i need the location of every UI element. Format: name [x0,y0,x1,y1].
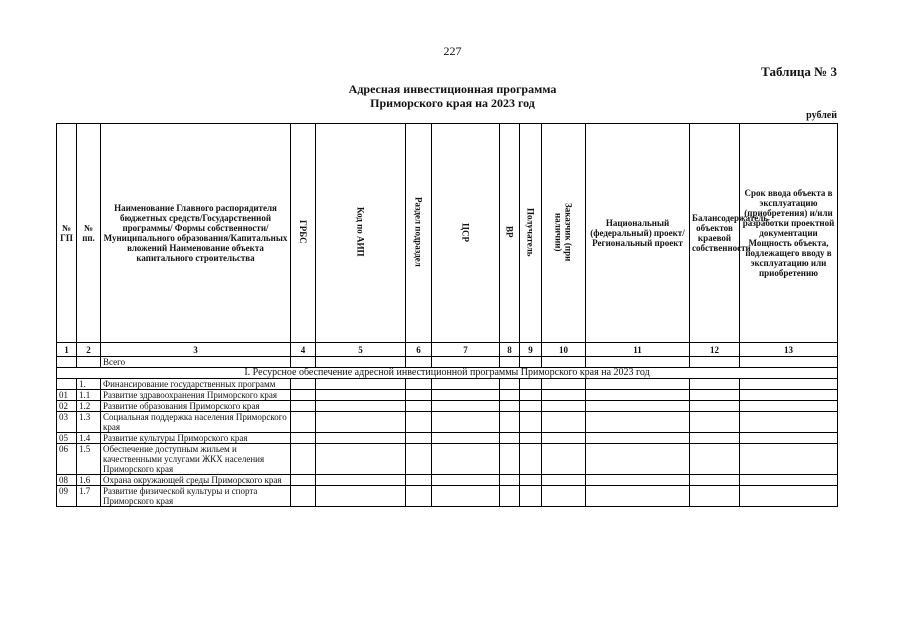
total-label: Всего [101,357,291,368]
empty-cell [316,475,406,486]
empty-cell [520,401,542,412]
header-csr: ЦСР [460,222,471,242]
empty-cell [740,433,838,444]
column-number: 3 [101,343,291,357]
investment-table [56,123,838,507]
header-customer: Заказчик (при наличии) [553,202,574,262]
row-pp: 1. [77,379,101,390]
empty-cell [432,444,500,475]
row-pp: 1.2 [77,401,101,412]
column-number: 2 [77,343,101,357]
empty-cell [520,433,542,444]
empty-cell [432,486,500,507]
empty-cell [406,475,432,486]
column-number: 10 [542,343,586,357]
empty-cell [586,486,690,507]
empty-cell [500,412,520,433]
row-pp: 1.1 [77,390,101,401]
empty-cell [406,379,432,390]
empty-cell [316,401,406,412]
row-name: Финансирование государственных программ [101,379,291,390]
empty-cell [740,412,838,433]
header-term: Срок ввода объекта в эксплуатацию (приобретения) и/или разработки проектной документации Мощность объекта, подлежащего вводу в эксплуатацию или приобретению [740,124,838,343]
empty-cell [586,401,690,412]
empty-cell [291,401,316,412]
header-grbs: ГРБС [298,220,308,244]
empty-cell [740,475,838,486]
empty-cell [520,390,542,401]
row-pp: 1.7 [77,486,101,507]
empty-cell [316,390,406,401]
row-name: Развитие образования Приморского края [101,401,291,412]
column-number: 6 [406,343,432,357]
empty-cell [291,444,316,475]
empty-cell [542,379,586,390]
document-title [0,82,905,110]
empty-cell [406,486,432,507]
empty-cell [432,475,500,486]
empty-cell [500,444,520,475]
table-row [57,475,838,486]
header-gp: № ГП [57,124,77,343]
row-name: Развитие культуры Приморского края [101,433,291,444]
title-line-2: Приморского края на 2023 год [370,96,535,110]
empty-cell [690,401,740,412]
column-number: 13 [740,343,838,357]
table-number: Таблица № 3 [761,64,837,79]
row-pp: 1.3 [77,412,101,433]
total-row [57,357,838,368]
empty-cell [432,433,500,444]
row-pp: 1.5 [77,444,101,475]
column-number: 5 [316,343,406,357]
row-gp: 06 [57,444,77,475]
empty-cell [500,401,520,412]
empty-cell [690,379,740,390]
column-number: 8 [500,343,520,357]
row-pp: 1.4 [77,433,101,444]
empty-cell [500,433,520,444]
empty-cell [316,379,406,390]
empty-cell [291,412,316,433]
empty-cell [586,444,690,475]
row-gp: 02 [57,401,77,412]
row-pp: 1.6 [77,475,101,486]
empty-cell [406,412,432,433]
empty-cell [542,444,586,475]
empty-cell [520,444,542,475]
empty-cell [542,433,586,444]
empty-cell [740,401,838,412]
empty-cell [690,433,740,444]
empty-cell [520,379,542,390]
empty-cell [291,390,316,401]
empty-cell [690,412,740,433]
empty-cell [316,412,406,433]
row-name: Социальная поддержка населения Приморского края [101,412,291,433]
row-name: Развитие физической культуры и спорта Приморского края [101,486,291,507]
column-number: 4 [291,343,316,357]
section-title: I. Ресурсное обеспечение адресной инвестиционной программы Приморского края на 2023 год [57,368,838,379]
empty-cell [586,379,690,390]
column-number-row [57,343,838,357]
row-gp: 09 [57,486,77,507]
empty-cell [690,486,740,507]
header-name: Наименование Главного распорядителя бюджетных средств/Государственной программы/ Формы собственности/Муниципального образования/Капитальных вложений Наименование объекта капитального строительства [101,124,291,343]
empty-cell [586,433,690,444]
empty-cell [291,379,316,390]
empty-cell [291,433,316,444]
empty-cell [500,390,520,401]
column-number: 12 [690,343,740,357]
empty-cell [520,475,542,486]
empty-cell [542,401,586,412]
empty-cell [690,390,740,401]
column-number: 11 [586,343,690,357]
currency-unit: рублей [806,110,837,121]
table-row [57,444,838,475]
section-row [57,368,838,379]
empty-cell [316,444,406,475]
row-gp: 03 [57,412,77,433]
empty-cell [740,444,838,475]
header-vr: ВР [504,226,515,238]
table-row [57,390,838,401]
empty-cell [690,475,740,486]
empty-cell [740,390,838,401]
row-name: Охрана окружающей среды Приморского края [101,475,291,486]
empty-cell [316,486,406,507]
empty-cell [291,486,316,507]
table-row [57,412,838,433]
empty-cell [542,486,586,507]
empty-cell [406,390,432,401]
empty-cell [500,475,520,486]
header-balance-holder: Балансодержатель объектов краевой собственности [690,124,740,343]
empty-cell [432,401,500,412]
header-pp: № пп. [77,124,101,343]
empty-cell [432,379,500,390]
table-row [57,401,838,412]
row-gp: 01 [57,390,77,401]
row-name: Развитие здравоохранения Приморского края [101,390,291,401]
empty-cell [500,379,520,390]
empty-cell [586,412,690,433]
empty-cell [542,412,586,433]
empty-cell [406,401,432,412]
empty-cell [406,433,432,444]
empty-cell [291,475,316,486]
empty-cell [542,475,586,486]
header-razdel: Раздел подраздел [413,197,424,267]
column-number: 1 [57,343,77,357]
empty-cell [586,390,690,401]
row-gp [57,379,77,390]
table-row [57,433,838,444]
row-gp: 05 [57,433,77,444]
empty-cell [520,486,542,507]
row-name: Обеспечение доступным жильем и качественными услугами ЖКХ населения Приморского края [101,444,291,475]
empty-cell [740,379,838,390]
empty-cell [500,486,520,507]
table-row [57,486,838,507]
empty-cell [432,412,500,433]
page-number: 227 [443,44,462,58]
row-gp: 08 [57,475,77,486]
empty-cell [586,475,690,486]
table-row [57,379,838,390]
empty-cell [690,444,740,475]
title-line-1: Адресная инвестиционная программа [348,82,557,96]
header-recipient: Получатель [525,207,536,257]
empty-cell [406,444,432,475]
column-number: 7 [432,343,500,357]
empty-cell [316,433,406,444]
header-aip-code: Код по АИП [355,207,366,257]
empty-cell [740,486,838,507]
empty-cell [520,412,542,433]
empty-cell [432,390,500,401]
empty-cell [542,390,586,401]
header-row [57,124,838,343]
column-number: 9 [520,343,542,357]
header-national-project: Национальный (федеральный) проект/Региональный проект [586,124,690,343]
